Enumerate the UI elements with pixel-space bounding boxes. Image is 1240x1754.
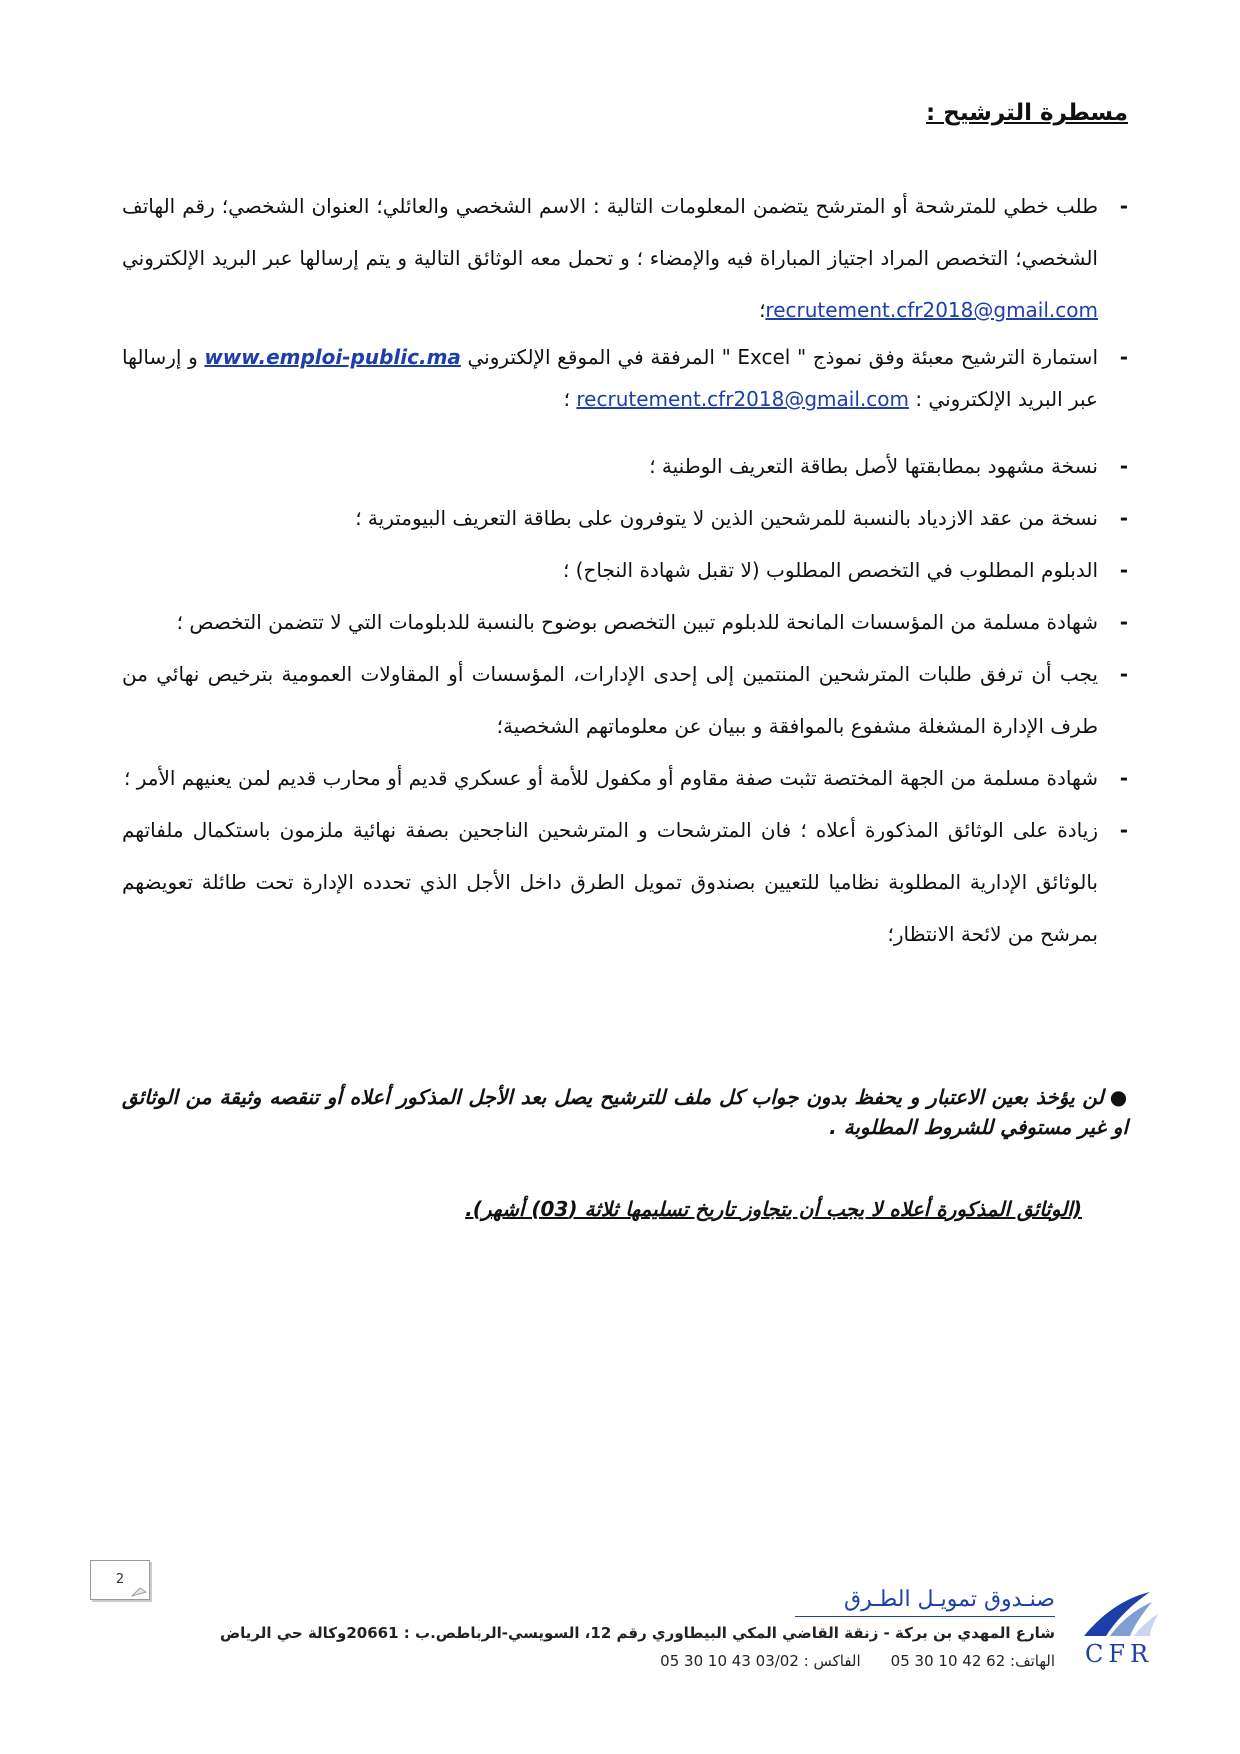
notice-paragraph <box>122 1082 1128 1142</box>
list-item: - زيادة على الوثائق المذكورة أعلاه ؛ فان المترشحات و المترشحين الناجحين بصفة نهائية ملزمون باستكمال ملفاتهم بالوثائق الإدارية المطلوبة نظاميا للتعيين بصندوق تمويل الطرق داخل الأجل الذي تحدده الإدارة تحت طائلة تعويضهم بمرشح من لائحة الانتظار؛ <box>122 804 1128 960</box>
list-item: - شهادة مسلمة من المؤسسات المانحة للدبلوم تبين التخصص بوضوح بالنسبة للدبلومات التي لا تتضمن التخصص ؛ <box>122 596 1128 648</box>
fax-number: الفاكس : 03/02 43 10 30 05 <box>660 1652 861 1670</box>
organization-name: صنـدوق تمويـل الطـرق <box>844 1587 1055 1612</box>
list-item <box>122 180 1128 336</box>
list-item: - نسخة من عقد الازدياد بالنسبة للمرشحين الذين لا يتوفرون على بطاقة التعريف البيومترية ؛ <box>122 492 1128 544</box>
item-text-mid: و إرسالها عبر البريد الإلكتروني : <box>122 345 1098 411</box>
item-end: ؛ <box>563 387 571 411</box>
validity-note: (الوثائق المذكورة أعلاه لا يجب أن يتجاوز تاريخ تسليمها ثلاثة (03) أشهر). <box>465 1197 1082 1221</box>
page-number: 2 <box>115 1572 125 1587</box>
contact-line <box>630 1652 1055 1670</box>
page-number-box <box>90 1560 150 1600</box>
phone-number: الهاتف: 62 42 10 30 05 <box>890 1652 1055 1670</box>
item-text: طلب خطي للمترشحة أو المترشح يتضمن المعلومات التالية : الاسم الشخصي والعائلي؛ العنوان الشخصي؛ رقم الهاتف الشخصي؛ التخصص المراد اجتياز المباراة فيه والإمضاء ؛ و تحمل معه الوثائق التالية و يتم إرسالها عبر البريد الإلكتروني <box>122 194 1098 270</box>
organization-underline <box>795 1616 1055 1617</box>
list-item: - يجب أن ترفق طلبات المترشحين المنتمين إلى إحدى الإدارات، المؤسسات أو المقاولات العمومية بترخيص نهائي من طرف الإدارة المشغلة مشفوع بالموافقة و ببيان عن معلوماتهم الشخصية؛ <box>122 648 1128 752</box>
section-heading: مسطرة الترشيح : <box>926 100 1128 126</box>
list-item: - شهادة مسلمة من الجهة المختصة تثبت صفة مقاوم أو مكفول للأمة أو عسكري قديم أو محارب قديم لمن يعنيهم الأمر ؛ <box>122 752 1128 804</box>
bullet-icon: ● <box>1109 1085 1129 1109</box>
item-text: استمارة الترشيح معبئة وفق نموذج " Excel " المرفقة في الموقع الإلكتروني <box>467 345 1098 369</box>
list-item <box>122 336 1128 420</box>
list-item: - نسخة مشهود بمطابقتها لأصل بطاقة التعريف الوطنية ؛ <box>122 440 1128 492</box>
page-fold-icon <box>131 1583 147 1597</box>
website-link[interactable]: www.emploi-public.ma <box>204 345 461 369</box>
notice-text: لن يؤخذ بعين الاعتبار و يحفظ بدون جواب كل ملف للترشيح يصل بعد الأجل المذكور أعلاه أو تنقصه وثيقة من الوثائق او غير مستوفي للشروط المطلوبة . <box>122 1085 1128 1139</box>
item-end: ؛ <box>759 298 766 322</box>
email-link[interactable]: recrutement.cfr2018@gmail.com <box>765 298 1098 322</box>
requirements-list <box>122 180 1128 960</box>
email-link[interactable]: recrutement.cfr2018@gmail.com <box>576 387 909 411</box>
organization-address: شارع المهدي بن بركة - زنقة القاضي المكي البيطاوري رقم 12، السويسي-الرباطص.ب : 20661وكالة حي الرياض <box>219 1624 1055 1642</box>
list-item: - الدبلوم المطلوب في التخصص المطلوب (لا تقبل شهادة النجاح) ؛ <box>122 544 1128 596</box>
logo-text: CFR <box>1084 1640 1154 1668</box>
